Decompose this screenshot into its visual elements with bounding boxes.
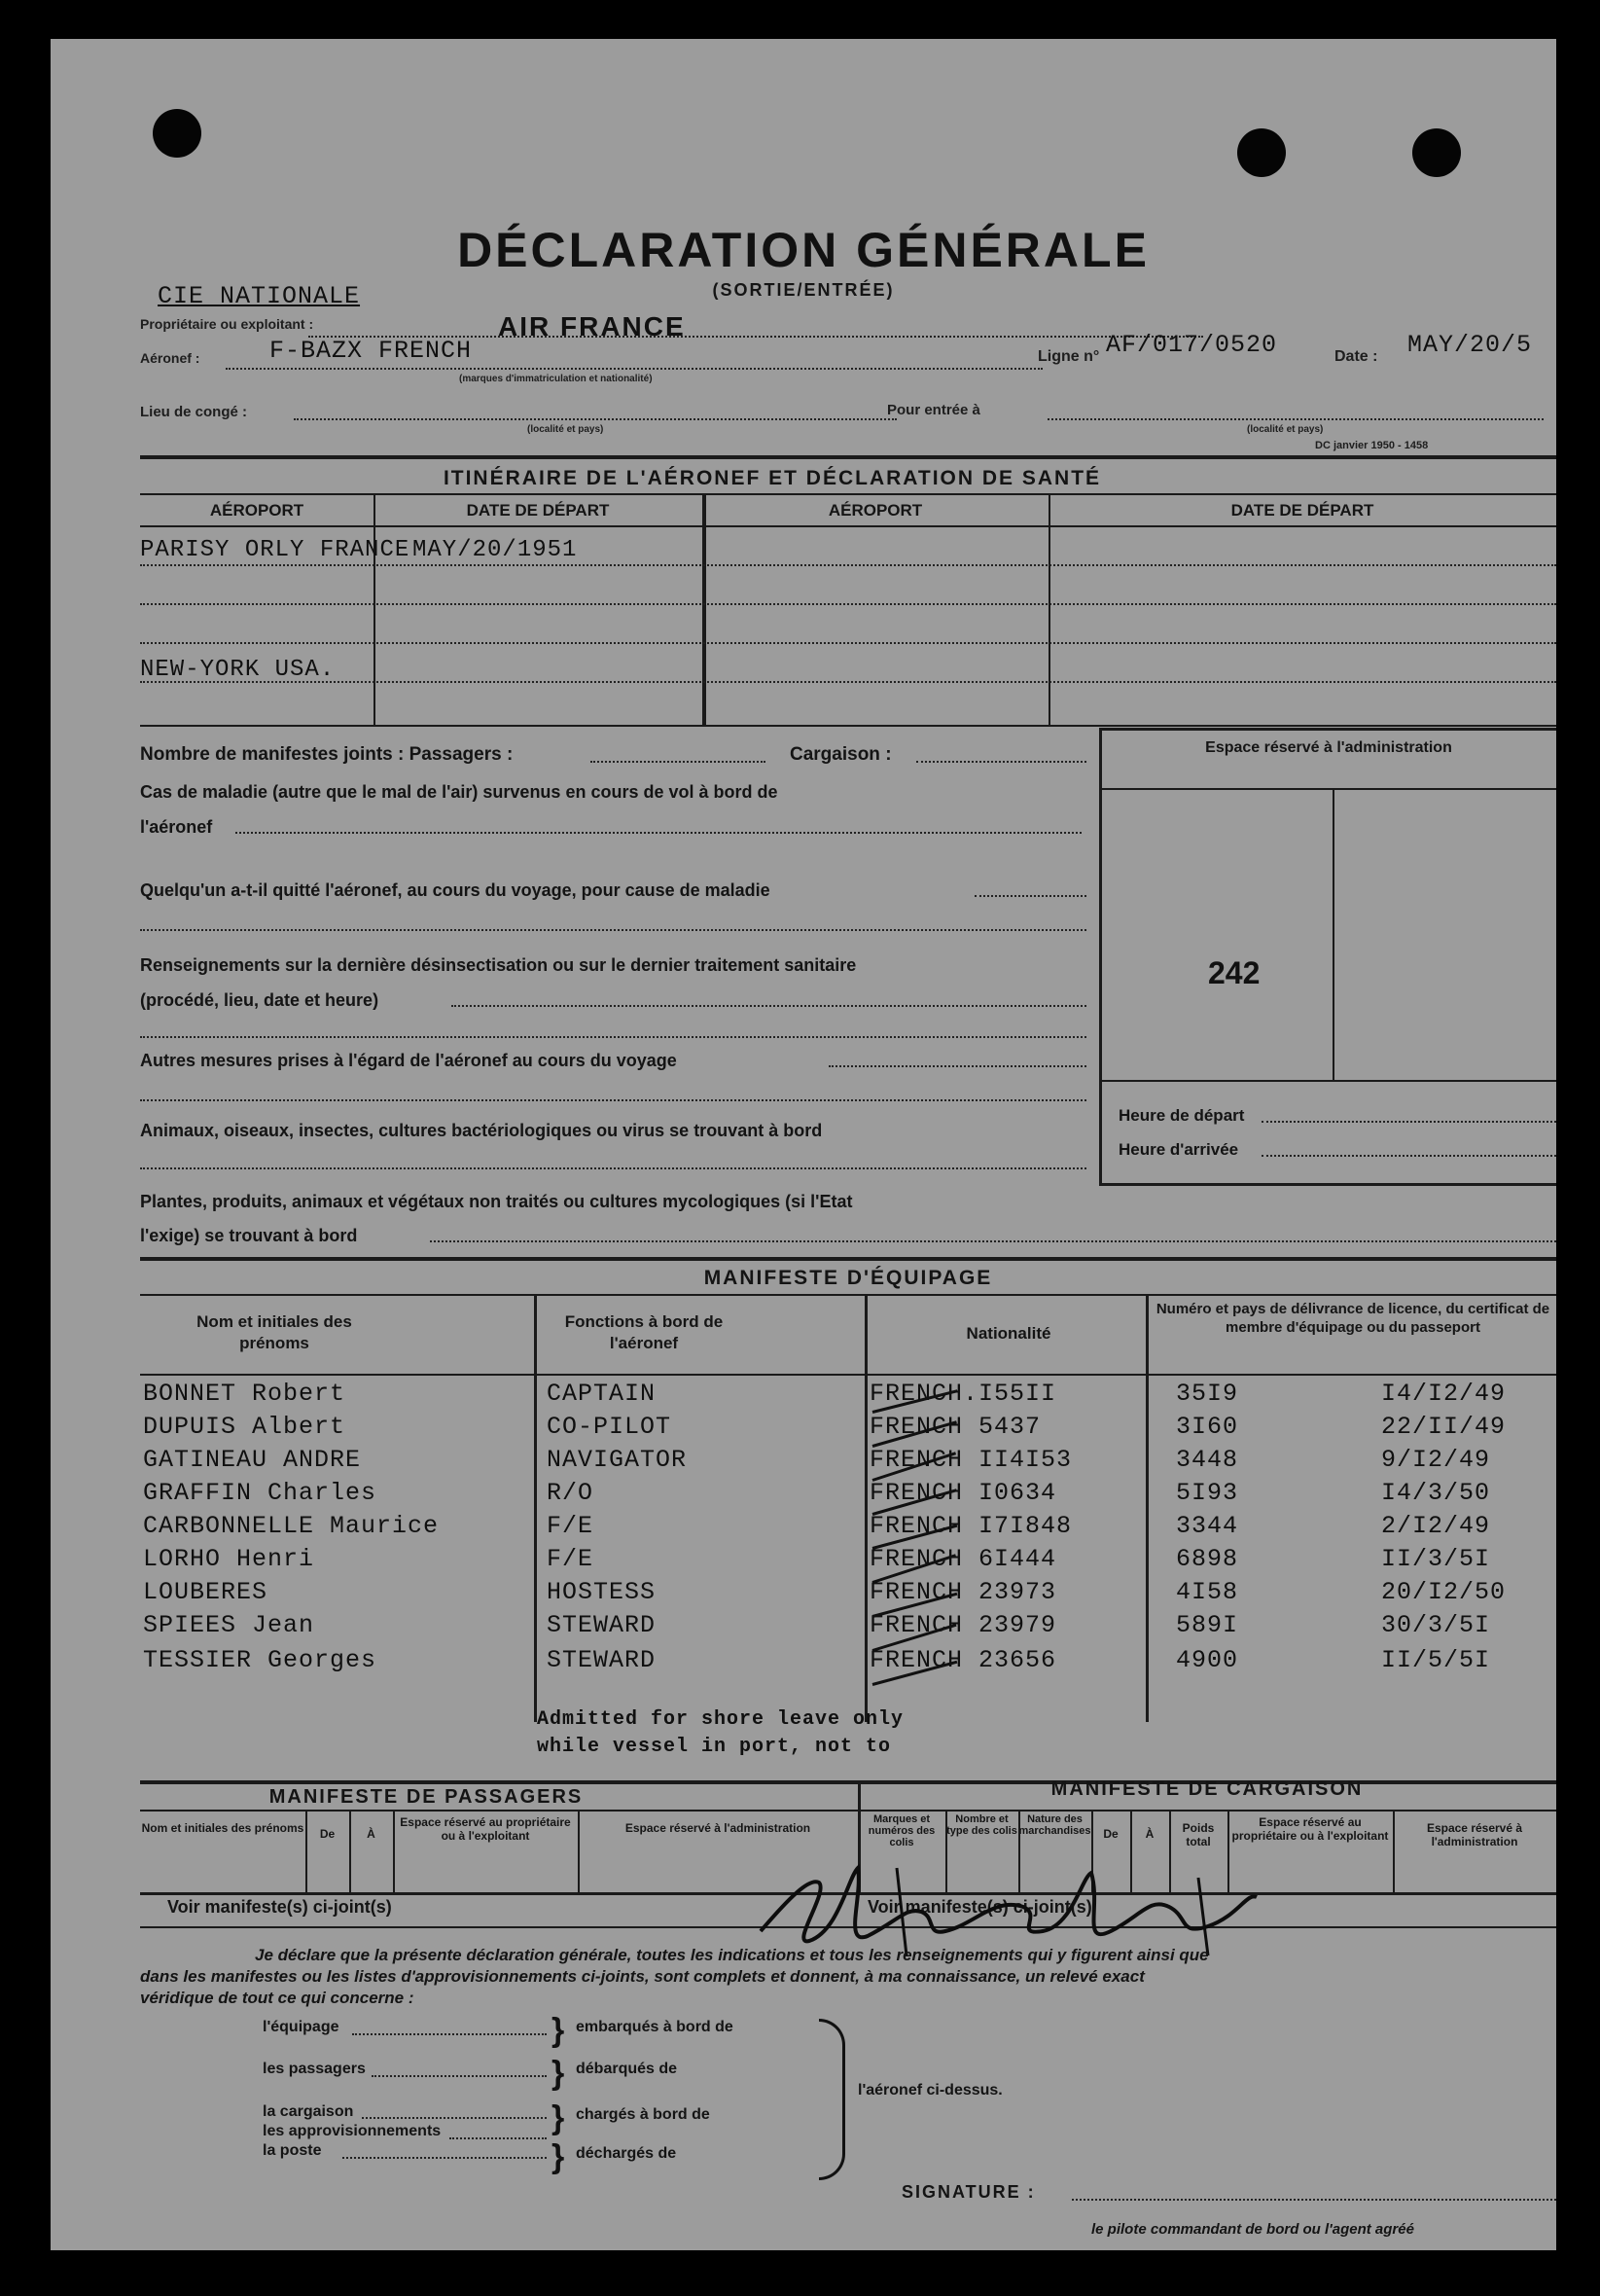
itinerary-title: ITINÉRAIRE DE L'AÉRONEF ET DÉCLARATION DE SANTÉ [443,467,1102,489]
departure-time-label: Heure de départ [1119,1106,1245,1125]
crew-function: HOSTESS [547,1578,657,1606]
crew-nationality: FRENCH I7I848 [870,1512,1073,1540]
crew-title: MANIFESTE D'ÉQUIPAGE [703,1267,993,1289]
cargo-col-de: De [1103,1827,1119,1841]
declaration-disembarked: débarqués de [576,2061,678,2077]
signature-label: SIGNATURE : [902,2182,1036,2202]
col-departure-date-2: DATE DE DÉPART [1230,501,1374,520]
passengers-col-a: À [367,1827,375,1841]
big-brace-icon [819,2019,845,2180]
crew-col-name: Nom et initiales des prénoms [196,1312,352,1352]
owner-value: AIR FRANCE [498,311,686,341]
cargo-note: Voir manifeste(s) ci-joint(s) [868,1897,1092,1917]
crew-licence-date: 9/I2/49 [1381,1446,1491,1474]
shore-leave-stamp: while vessel in port, not to [537,1736,892,1758]
line-label: Ligne n° [1038,348,1100,365]
crew-name: BONNET Robert [143,1380,346,1408]
crew-nationality: FRENCH 5437 [870,1413,1042,1441]
page-subtitle: (SORTIE/ENTRÉE) [712,280,895,300]
crew-licence-date: 20/I2/50 [1381,1578,1507,1606]
declaration-embarked: embarqués à bord de [576,2019,733,2035]
declaration-mail-label: la poste [263,2142,322,2159]
crew-licence-date: II/3/5I [1381,1545,1491,1573]
crew-licence-number: 3448 [1176,1446,1239,1474]
table-row [51,1545,1556,1578]
crew-function: STEWARD [547,1646,657,1674]
declaration-loaded: chargés à bord de [576,2106,710,2123]
declaration-form: DÉCLARATION GÉNÉRALE (SORTIE/ENTRÉE) CIE NATIONALE Propriétaire ou exploitant : AIR FRANCE Aéronef : F-BAZX FRENCH (marques d'immatriculation et nationalité) Ligne n° AF/017/0520 Date : MAY/20/5 Lieu de congé : (localité et pays) Pour entrée à (localité et pays) DC janvier 1950 - 1458 ITINÉRAIRE DE L'AÉRONEF ET DÉCLARATION DE SANTÉ AÉROPORT DATE DE DÉPART AÉROPORT DATE DE DÉPART PARISY ORLY FRANCE MAY/20/1951 NEW-YORK USA. Nombre de manifestes joints : Passagers : Cargaison : Cas de maladie (autre que le mal de l'air) survenus en cours de vol à bord de l'aéronef Quelqu'un a-t-il quitté l'aéronef, au cours du voyage, pour cause de maladie Renseignements sur la dernière désinsectisation ou sur le dernier traitement sanitaire (procédé, lieu, date et heure) Autres mesures prises à l'égard de l'aéronef au cours du voyage Animaux, oiseaux, insectes, cultures bactériologiques ou virus se trouvant à bord Plantes, produits, animaux et végétaux non traités ou cultures mycologiques (si l'Etat l'exige) se trouvant à bord Espace réservé à l'administration 242 Heure de départ Heure d'arrivée MANIFESTE D'ÉQUIPAGE Nom et initiales des prénoms Fonctions à bord de l'aéronef Nationalité Numéro et pays de délivrance de licence, du certificat de membre d'équipage ou du passeport BONNET Robert CAPTAIN FRENCH.I55II 35I9 I4/I2/49 DUPUIS Albert CO-PILOT FRENCH 5437 3I60 22/II/49 GATINEAU ANDRE NAVIGATOR FRENCH II4I53 3448 9/I2/49 GRAFFIN Charles R/O FRENCH I0634 5I93 I4/3/50 CARBONNELLE Maurice F/E FRENCH I7I848 3344 2/I2/49 LORHO Henri F/E FRENCH 6I444 6898 II/3/5I LOUBERES HOSTESS FRENCH 23973 4I58 20/I2/50 SPIEES Jean STEWARD FRENCH 23979 589I 30/3/5I TESSIER Georges STEWARD FRENCH 23656 4900 II/5/5I Admitted for shore leave only while vessel in port, not to MANIFESTE DE PASSAGERS MANIFESTE DE CARGAISON Nom et initiales des prénoms De À Espace réservé au propriétaire ou à l'exploitant Espace réservé à l'administration Marques et numéros des colis Nombre et type des colis Nature des marchandises De À Poids total Espace réservé au propriétaire ou à l'exploitant Espace réservé à l'administration Voir manifeste(s) ci-joint(s) Voir manifeste(s) ci-joint(s) Je déclare que la présente déclaration générale, toutes les indications et tous les renseignements qui y figurent ainsi que dans les manifestes ou les listes d'approvisionnements ci-joints, sont complets et donnent, à ma connaissance, un relevé exact véridique de tout ce qui concerne : l'équipage les passagers la cargaison les approvisionnements la poste } embarqués à bord de } débarqués de } chargés à bord de } déchargés de l'aéronef ci-dessus. SIGNATURE : le pilote commandant de bord ou l'agent agréé [51,39,1556,2250]
date-value: MAY/20/5 [1407,331,1533,359]
declaration-supplies-label: les approvisionnements [263,2123,442,2139]
manifests-label: Nombre de manifestes joints : Passagers : [140,744,514,765]
crew-col-licence: Numéro et pays de délivrance de licence, du certificat de membre d'équipage ou du passeport [1156,1301,1550,1336]
plants-label: Plantes, produits, animaux et végétaux non traités ou cultures mycologiques (si l'Etat [140,1192,853,1211]
brace-icon: } [551,2099,565,2136]
crew-licence-date: II/5/5I [1381,1646,1491,1674]
crew-nationality: FRENCH 6I444 [870,1545,1057,1573]
col-airport: AÉROPORT [209,501,304,520]
col-departure-date: DATE DE DÉPART [466,501,610,520]
declaration-crew-label: l'équipage [263,2019,339,2035]
crew-nationality: FRENCH 23979 [870,1611,1057,1639]
departure-place-label: Lieu de congé : [140,404,248,420]
cargo-col-marks: Marques et numéros des colis [868,1813,936,1848]
crew-function: NAVIGATOR [547,1446,688,1474]
cargo-count-label: Cargaison : [790,744,892,765]
punch-hole-icon [1412,128,1461,177]
aircraft-label: Aéronef : [140,350,200,366]
table-row [51,1611,1556,1644]
brace-icon: } [551,2138,565,2175]
passengers-col-de: De [319,1827,336,1841]
cargo-title: MANIFESTE DE CARGAISON [1050,1778,1364,1800]
crew-licence-number: 4900 [1176,1646,1239,1674]
crew-licence-date: 2/I2/49 [1381,1512,1491,1540]
crew-licence-number: 35I9 [1176,1380,1239,1408]
crew-nationality: FRENCH II4I53 [870,1446,1073,1474]
illness-label: Cas de maladie (autre que le mal de l'air) survenus en cours de vol à bord de [140,782,778,802]
table-row [51,1646,1556,1679]
crew-licence-date: I4/3/50 [1381,1479,1491,1507]
crew-nationality: FRENCH I0634 [870,1479,1057,1507]
declaration-aircraft-ref: l'aéronef ci-dessus. [858,2082,1003,2099]
table-row [51,1446,1556,1479]
brace-icon: } [551,2055,565,2092]
crew-name: LOUBERES [143,1578,268,1606]
crew-licence-number: 5I93 [1176,1479,1239,1507]
table-row [51,1380,1556,1413]
col-airport-2: AÉROPORT [828,501,923,520]
table-row [51,1413,1556,1446]
crew-licence-number: 4I58 [1176,1578,1239,1606]
stamp-number: 242 [1208,955,1261,990]
cargo-col-number: Nombre et type des colis [946,1813,1017,1837]
shore-leave-stamp: Admitted for shore leave only [537,1708,905,1731]
passengers-title: MANIFESTE DE PASSAGERS [268,1786,584,1808]
itinerary-date-1: MAY/20/1951 [412,537,578,563]
owner-label: Propriétaire ou exploitant : [140,316,314,332]
crew-licence-date: I4/I2/49 [1381,1380,1507,1408]
entry-label: Pour entrée à [887,402,980,418]
brace-icon: } [551,2012,565,2049]
crew-function: CO-PILOT [547,1413,672,1441]
crew-name: GRAFFIN Charles [143,1479,377,1507]
date-label: Date : [1334,348,1378,365]
disinsection-label: Renseignements sur la dernière désinsectisation ou sur le dernier traitement sanitaire [140,955,857,975]
table-row [51,1578,1556,1611]
crew-function: F/E [547,1512,594,1540]
declaration-unloaded: déchargés de [576,2145,677,2162]
passengers-col-name: Nom et initiales des prénoms [141,1821,304,1835]
animals-label: Animaux, oiseaux, insectes, cultures bactériologiques ou virus se trouvant à bord [140,1121,823,1140]
itinerary-airport-4: NEW-YORK USA. [140,657,336,683]
crew-nationality: FRENCH 23656 [870,1646,1057,1674]
signature-note: le pilote commandant de bord ou l'agent agréé [1091,2221,1414,2238]
crew-name: LORHO Henri [143,1545,315,1573]
crew-name: GATINEAU ANDRE [143,1446,362,1474]
cargo-col-weight: Poids total [1182,1821,1215,1848]
line-value: AF/017/0520 [1106,331,1278,359]
departure-place-note: (localité et pays) [527,424,604,435]
itinerary-airport-1: PARISY ORLY FRANCE [140,537,410,563]
crew-name: TESSIER Georges [143,1646,377,1674]
passengers-col-owner: Espace réservé au propriétaire ou à l'exploitant [400,1815,571,1843]
cargo-col-nature: Nature des marchandises [1018,1813,1091,1837]
crew-licence-number: 3I60 [1176,1413,1239,1441]
passengers-note: Voir manifeste(s) ci-joint(s) [167,1897,392,1917]
crew-nationality: FRENCH 23973 [870,1578,1057,1606]
cargo-col-a: À [1145,1827,1155,1841]
cargo-col-admin: Espace réservé à l'administration [1426,1821,1523,1848]
other-measures-label: Autres mesures prises à l'égard de l'aéronef au cours du voyage [140,1051,677,1070]
entry-note: (localité et pays) [1247,424,1324,435]
table-row [51,1479,1556,1512]
crew-name: DUPUIS Albert [143,1413,346,1441]
crew-licence-date: 22/II/49 [1381,1413,1507,1441]
aircraft-note: (marques d'immatriculation et nationalité) [459,374,653,384]
crew-function: CAPTAIN [547,1380,657,1408]
punch-hole-icon [1237,128,1286,177]
crew-licence-date: 30/3/5I [1381,1611,1491,1639]
crew-licence-number: 589I [1176,1611,1239,1639]
declaration-passengers-label: les passagers [263,2061,366,2077]
passengers-col-admin: Espace réservé à l'administration [624,1821,811,1835]
crew-col-function: Fonctions à bord de l'aéronef [564,1312,724,1352]
form-reference: DC janvier 1950 - 1458 [1315,440,1429,451]
punch-hole-icon [153,109,201,158]
page-title: DÉCLARATION GÉNÉRALE [457,223,1150,277]
company-code: CIE NATIONALE [158,282,361,310]
crew-function: R/O [547,1479,594,1507]
crew-function: F/E [547,1545,594,1573]
arrival-time-label: Heure d'arrivée [1119,1140,1239,1159]
crew-name: SPIEES Jean [143,1611,315,1639]
crew-col-nationality: Nationalité [966,1324,1051,1343]
cargo-col-owner: Espace réservé au propriétaire ou à l'exploitant [1231,1815,1389,1843]
table-row [51,1512,1556,1545]
crew-licence-number: 3344 [1176,1512,1239,1540]
crew-function: STEWARD [547,1611,657,1639]
declaration-cargo-label: la cargaison [263,2103,354,2120]
declaration-text: Je déclare que la présente déclaration générale, toutes les indications et tous les renseignements qui y figurent ainsi que [255,1946,1209,1964]
crew-licence-number: 6898 [1176,1545,1239,1573]
crew-name: CARBONNELLE Maurice [143,1512,440,1540]
aircraft-value: F-BAZX FRENCH [269,337,473,365]
left-aircraft-label: Quelqu'un a-t-il quitté l'aéronef, au cours du voyage, pour cause de maladie [140,880,770,900]
crew-nationality: FRENCH.I55II [870,1380,1057,1408]
admin-box-title: Espace réservé à l'administration [1205,739,1452,756]
